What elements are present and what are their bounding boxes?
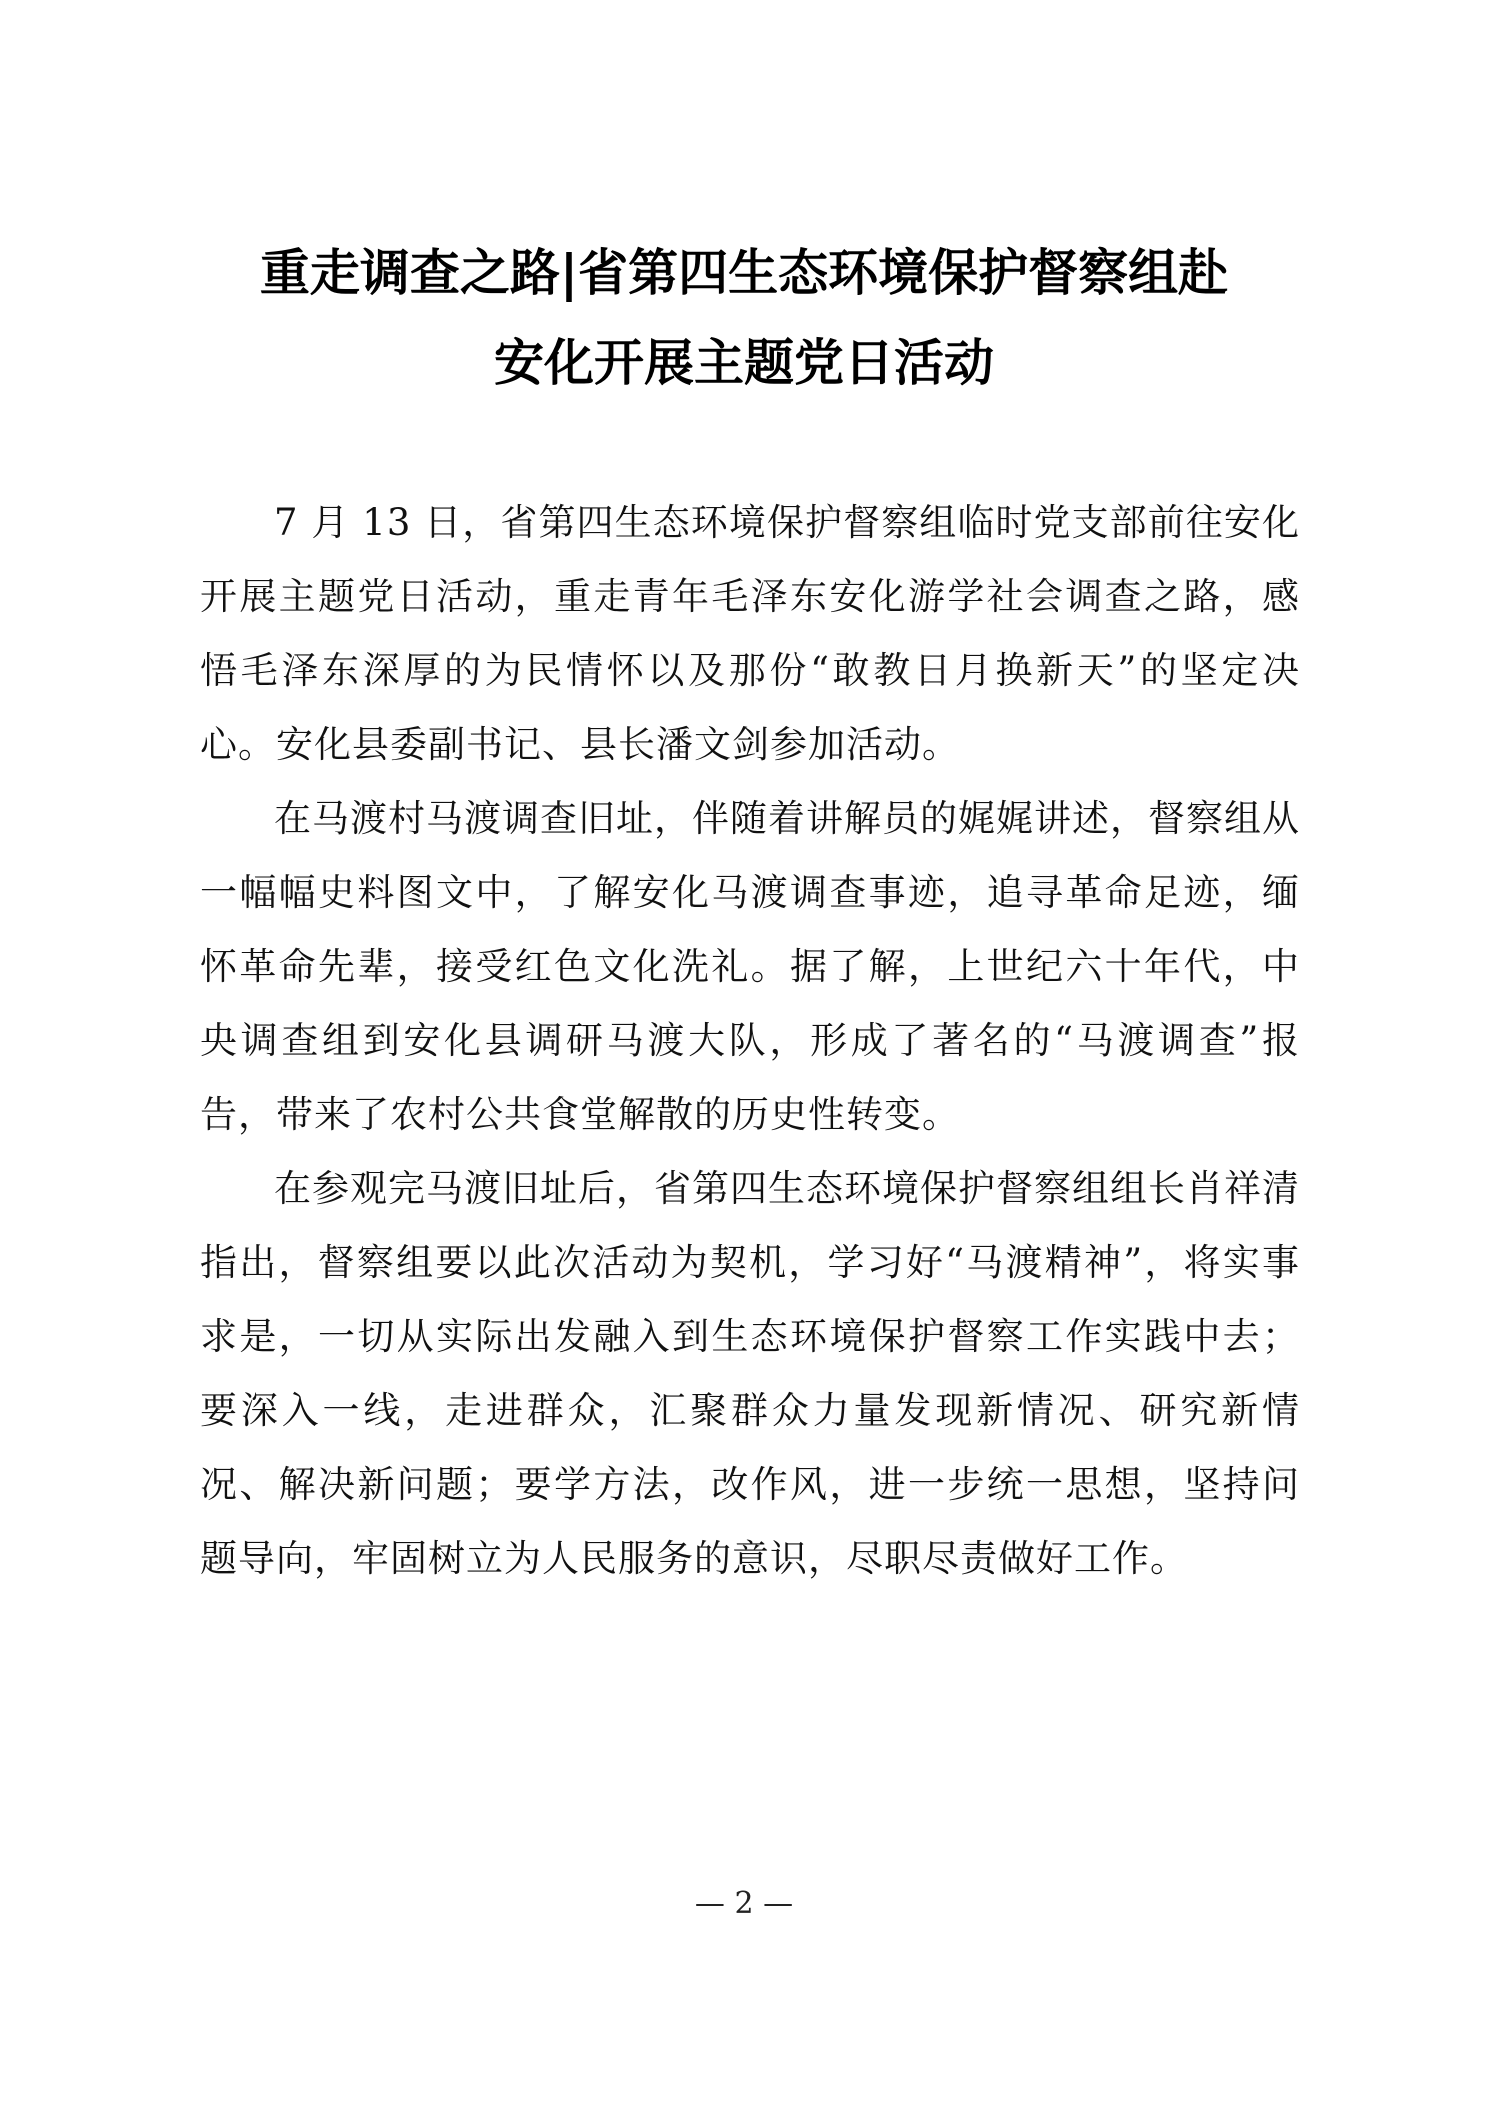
- document-body: [200, 486, 1300, 1596]
- paragraph-2: 在马渡村马渡调查旧址，伴随着讲解员的娓娓讲述，督察组从一幅幅史料图文中，了解安化马渡调查事迹，追寻革命足迹，缅怀革命先辈，接受红色文化洗礼。据了解，上世纪六十年代，中央调查组到安化县调研马渡大队，形成了著名的“马渡调查”报告，带来了农村公共食堂解散的历史性转变。: [200, 797, 1300, 1136]
- document-title: [200, 228, 1288, 408]
- page-number: — 2 —: [694, 1886, 794, 1921]
- paragraph-3: 在参观完马渡旧址后，省第四生态环境保护督察组组长肖祥清指出，督察组要以此次活动为契机，学习好“马渡精神”，将实事求是，一切从实际出发融入到生态环境保护督察工作实践中去；要深入一线，走进群众，汇聚群众力量发现新情况、研究新情况、解决新问题；要学方法，改作风，进一步统一思想，坚持问题导向，牢固树立为人民服务的意识，尽职尽责做好工作。: [200, 1167, 1300, 1580]
- title-line-1: 重走调查之路|省第四生态环境保护督察组赴: [259, 244, 1229, 302]
- title-line-2: 安化开展主题党日活动: [494, 334, 994, 392]
- paragraph-1: 7 月 13 日，省第四生态环境保护督察组临时党支部前往安化开展主题党日活动，重走青年毛泽东安化游学社会调查之路，感悟毛泽东深厚的为民情怀以及那份“敢教日月换新天”的坚定决心。安化县委副书记、县长潘文剑参加活动。: [200, 501, 1300, 766]
